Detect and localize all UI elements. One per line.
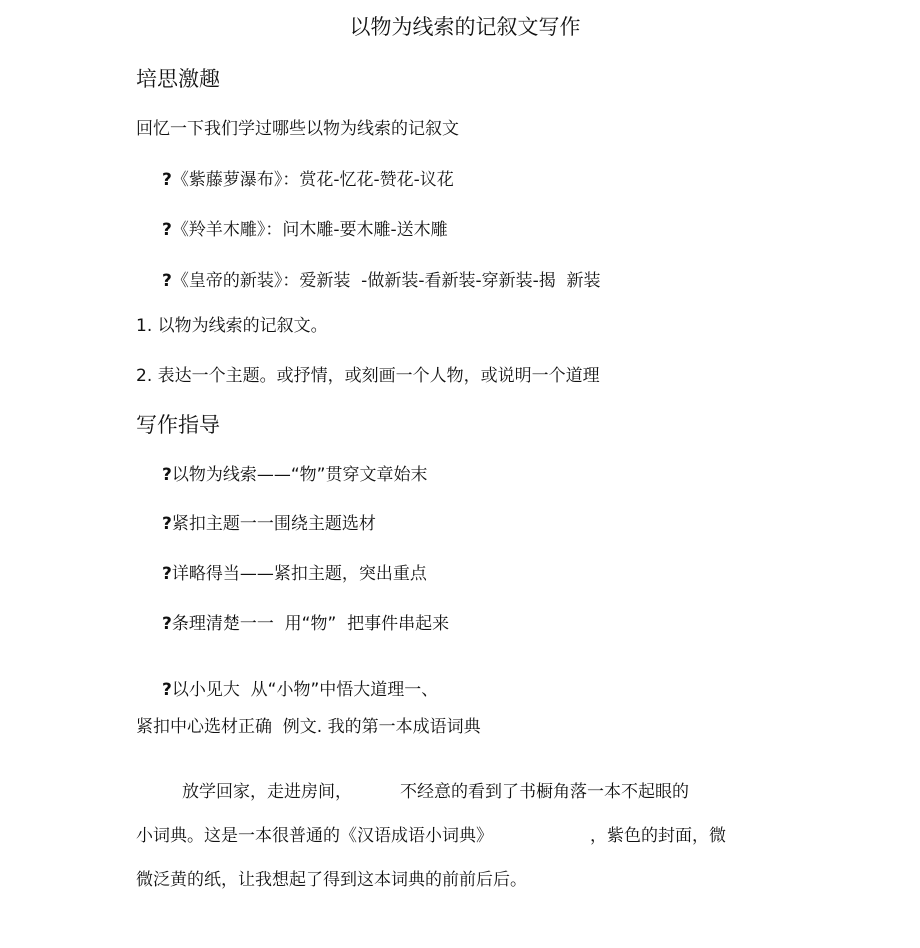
essay-line-2a: 小词典。这是一本很普通的《汉语成语小词典》 [136, 826, 493, 846]
example-item [162, 270, 601, 292]
numbered-point: 1. 以物为线索的记叙文。 [136, 316, 328, 336]
bullet-mark: ? [162, 465, 172, 485]
essay-line-1b: 不经意的看到了书橱角落一本不起眼的 [400, 782, 689, 802]
essay-line-1a: 放学回家，走进房间， [182, 782, 352, 802]
intro-text: 回忆一下我们学过哪些以物为线索的记叙文 [136, 119, 459, 139]
numbered-point: 2. 表达一个主题。或抒情，或刻画一个人物，或说明一个道理 [136, 366, 600, 386]
bullet-mark: ? [162, 614, 172, 634]
bullet-mark: ? [162, 220, 172, 240]
example-item [162, 169, 454, 191]
guide-item [162, 679, 438, 701]
example-text: 《皇帝的新装》：爱新装 -做新装-看新装-穿新装-揭 新装 [171, 271, 601, 291]
example-item [162, 219, 448, 241]
section-heading-writing-guide: 写作指导 [136, 413, 220, 437]
bullet-mark: ? [162, 271, 172, 291]
guide-item [162, 563, 427, 585]
guide-item [162, 464, 428, 486]
guide-item [162, 513, 376, 535]
example-text: 《羚羊木雕》：问木雕-要木雕-送木雕 [171, 220, 448, 240]
guide-text: 紧扣主题一一围绕主题选材 [171, 514, 376, 534]
guide-text: 条理清楚一一 用“物” 把事件串起来 [171, 614, 450, 634]
essay-line-3: 微泛黄的纸，让我想起了得到这本词典的前前后后。 [136, 870, 527, 890]
guide-text: 以小见大 从“小物”中悟大道理一、 [171, 680, 439, 700]
guide-text: 以物为线索——“物”贯穿文章始末 [171, 465, 428, 485]
essay-line-2b: ，紫色的封面，微 [590, 826, 726, 846]
bullet-mark: ? [162, 514, 172, 534]
bullet-mark: ? [162, 680, 172, 700]
bullet-mark: ? [162, 564, 172, 584]
example-text: 《紫藤萝瀑布》：赏花-忆花-赞花-议花 [171, 170, 454, 190]
section-heading-inspiration: 培思激趣 [136, 67, 220, 91]
bullet-mark: ? [162, 170, 172, 190]
guide-text: 详略得当——紧扣主题，突出重点 [171, 564, 427, 584]
guide-item [162, 613, 449, 635]
document-title: 以物为线索的记叙文写作 [349, 15, 581, 39]
guide-continuation: 紧扣中心选材正确 例文. 我的第一本成语词典 [136, 717, 481, 737]
